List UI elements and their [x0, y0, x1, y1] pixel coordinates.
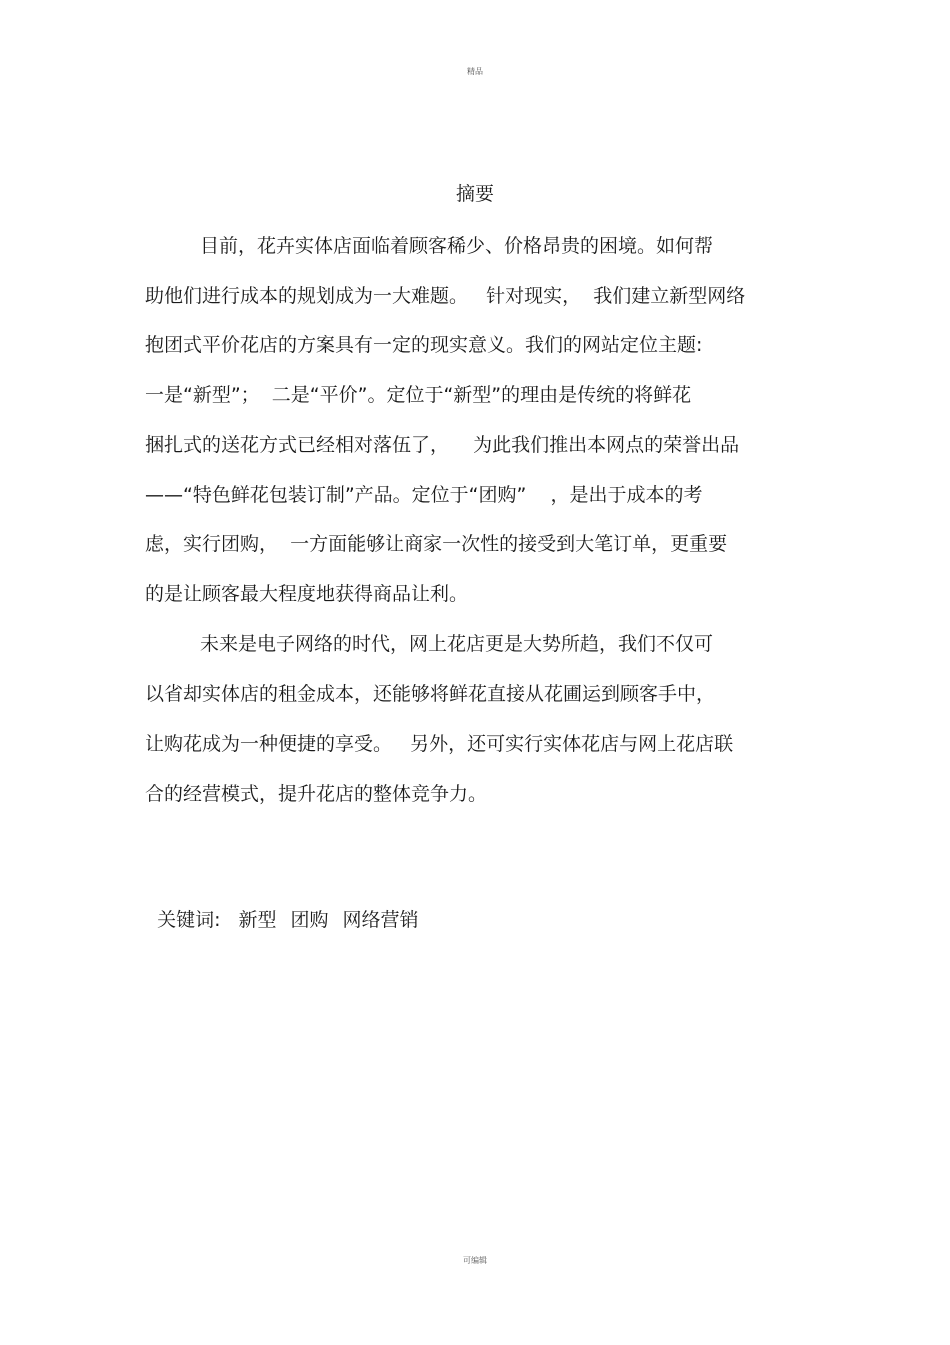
keyword-item: 网络营销 [342, 909, 419, 931]
paragraph-line: ——“特色鲜花包装订制”产品。定位于“团购” ，是出于成本的考 [145, 484, 703, 506]
paragraph-line: 以省却实体店的租金成本，还能够将鲜花直接从花圃运到顾客手中， [145, 683, 716, 705]
paragraph-line: 让购花成为一种便捷的享受。 另外，还可实行实体花店与网上花店联 [145, 733, 734, 755]
paragraph-line: 合的经营模式，提升花店的整体竞争力。 [145, 783, 488, 805]
abstract-title: 摘要 [455, 183, 494, 205]
header-watermark: 精品 [467, 67, 483, 76]
paragraph-line: 捆扎式的送花方式已经相对落伍了， 为此我们推出本网点的荣誉出品 [145, 434, 740, 456]
paragraph-line: 目前，花卉实体店面临着顾客稀少、价格昂贵的困境。如何帮 [200, 235, 714, 257]
paragraph-line: 抱团式平价花店的方案具有一定的现实意义。我们的网站定位主题: [145, 334, 703, 356]
keyword-item: 新型 [238, 909, 277, 931]
keyword-item: 团购 [290, 909, 329, 931]
paragraph-line: 虑，实行团购， 一方面能够让商家一次性的接受到大笔订单，更重要 [145, 533, 728, 555]
keywords-label: 关键词: [157, 909, 221, 931]
keywords-line [145, 878, 433, 934]
paragraph-line: 未来是电子网络的时代，网上花店更是大势所趋，我们不仅可 [200, 633, 714, 655]
paragraph-line: 助他们进行成本的规划成为一大难题。 针对现实， 我们建立新型网络 [145, 285, 746, 307]
footer-watermark: 可编辑 [463, 1256, 487, 1265]
paragraph-line: 一是“新型”； 二是“平价”。定位于“新型”的理由是传统的将鲜花 [145, 384, 692, 406]
paragraph-line: 的是让顾客最大程度地获得商品让利。 [145, 583, 469, 605]
